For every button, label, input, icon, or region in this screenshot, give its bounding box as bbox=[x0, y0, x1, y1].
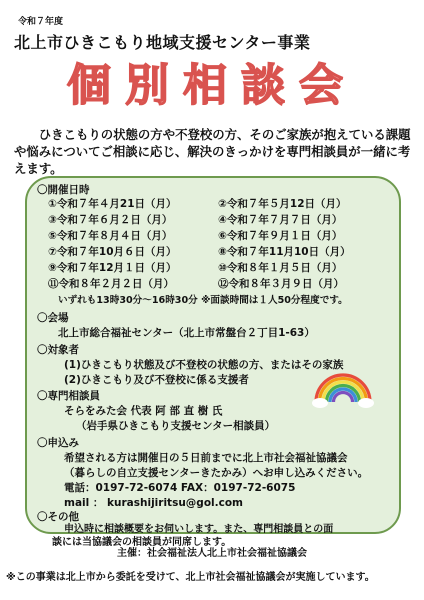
date-item: ⑧令和７年11月10日（月） bbox=[218, 246, 351, 258]
target-item: (1)ひきこもり状態及び不登校の状態の方、またはその家族 bbox=[64, 359, 344, 371]
date-item: ⑨令和７年12月１日（月） bbox=[48, 262, 177, 274]
counselor-role: （岩手県ひきこもり支援センター相談員） bbox=[76, 420, 276, 432]
sponsor: 主催：社会福祉法人北上市社会福祉協議会 bbox=[117, 548, 307, 559]
other-line: 談には当協議会の相談員が同席します。 bbox=[52, 537, 232, 548]
other-heading: 〇その他 bbox=[37, 511, 79, 523]
contact-phone-fax: 電話：0197-72-6074 FAX：0197-72-6075 bbox=[64, 482, 296, 494]
intro-paragraph: ひきこもりの状態の方や不登校の方、そのご家族が抱えている課題や悩みについてご相談に応じ、解決のきっかけを専門相談員が一緒に考えます。 bbox=[14, 127, 411, 176]
date-item: ④令和７年７月７日（月） bbox=[218, 214, 343, 226]
counselor-heading: 〇専門相談員 bbox=[37, 390, 100, 402]
venue-text: 北上市総合福祉センター（北上市常盤台２丁目1-63） bbox=[58, 327, 315, 339]
date-item: ③令和７年６月２日（月） bbox=[48, 214, 173, 226]
date-item: ⑤令和７年８月４日（月） bbox=[48, 230, 173, 242]
date-item: ⑫令和８年３月９日（月） bbox=[218, 278, 344, 290]
target-item: (2)ひきこもり及び不登校に係る支援者 bbox=[64, 374, 249, 386]
target-heading: 〇対象者 bbox=[37, 344, 79, 356]
date-item: ①令和７年４月21日（月） bbox=[48, 198, 177, 210]
main-title: 個別相談会 bbox=[67, 60, 357, 111]
fiscal-year: 令和７年度 bbox=[18, 17, 64, 27]
date-item: ⑦令和７年10月６日（月） bbox=[48, 246, 177, 258]
counselor-name: そらをみた会 代表 阿 部 直 樹 氏 bbox=[64, 405, 223, 417]
footnote: ※この事業は北上市から委託を受けて、北上市社会福祉協議会が実施しています。 bbox=[6, 572, 375, 583]
schedule-heading: 〇開催日時 bbox=[37, 184, 90, 196]
apply-heading: 〇申込み bbox=[37, 437, 79, 449]
apply-line: （暮らしの自立支援センターきたかみ）へお申し込みください。 bbox=[64, 467, 369, 479]
apply-line: 希望される方は開催日の５日前までに北上市社会福祉協議会 bbox=[64, 452, 348, 464]
date-item: ⑩令和８年１月５日（月） bbox=[218, 262, 343, 274]
time-note: いずれも13時30分～16時30分 ※面談時間は１人50分程度です。 bbox=[58, 295, 348, 306]
org-title: 北上市ひきこもり地域支援センター事業 bbox=[14, 33, 311, 52]
date-item: ②令和７年５月12日（月） bbox=[218, 198, 347, 210]
rainbow-icon bbox=[312, 368, 374, 410]
other-line: 申込時に相談概要をお伺いします。また、専門相談員との面 bbox=[64, 524, 334, 535]
date-item: ⑪令和８年２月２日（月） bbox=[48, 278, 174, 290]
contact-mail: mail ： kurashijiritsu@gol.com bbox=[64, 497, 243, 509]
date-item: ⑥令和７年９月１日（月） bbox=[218, 230, 343, 242]
venue-heading: 〇会場 bbox=[37, 312, 69, 324]
